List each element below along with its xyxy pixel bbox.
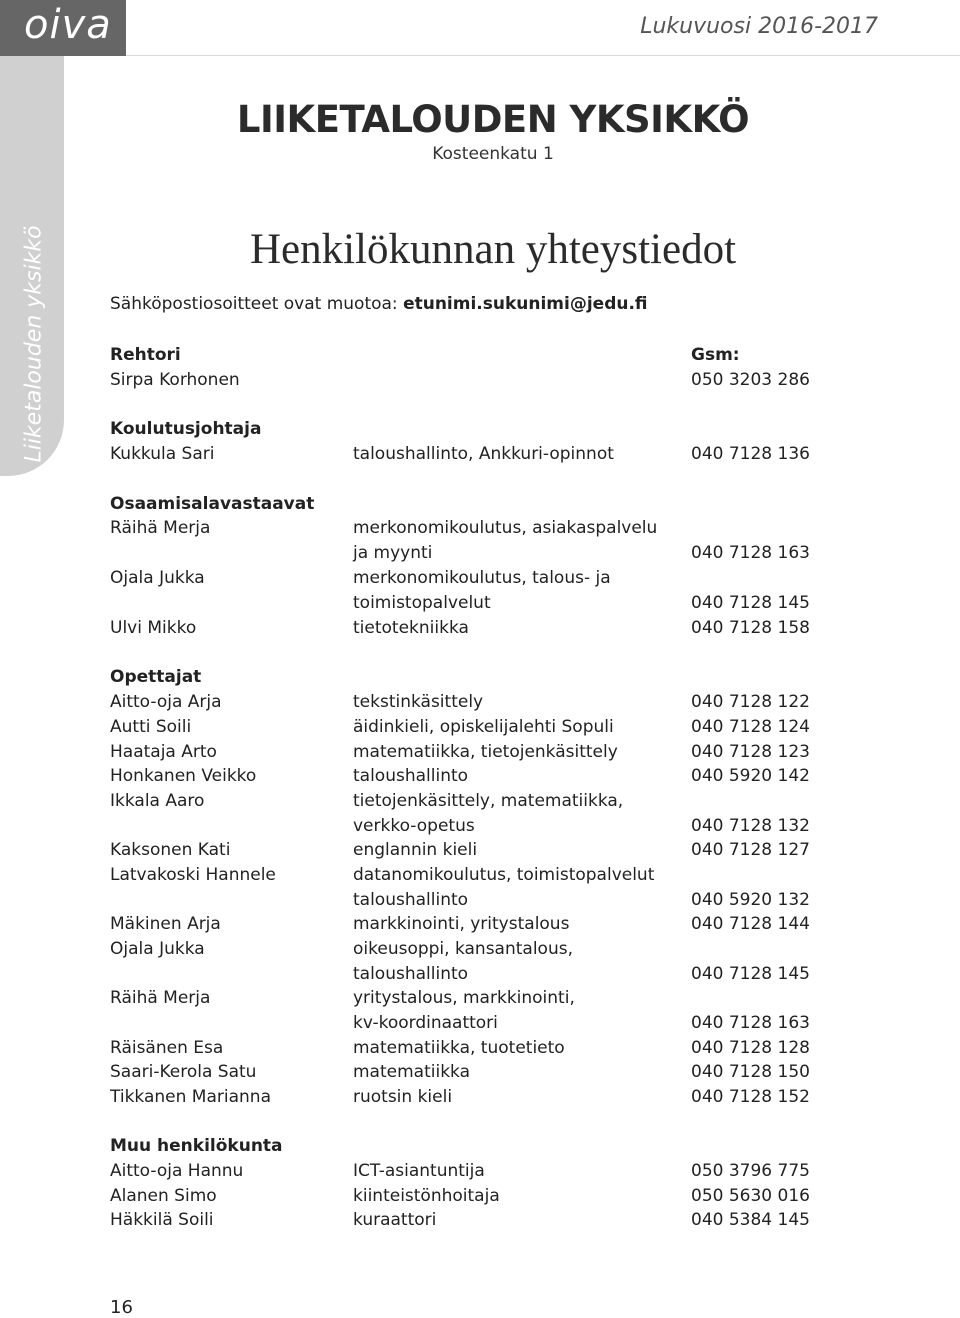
- person-name: Tikkanen Marianna: [110, 1087, 271, 1107]
- rehtori-heading: Rehtori: [110, 345, 181, 365]
- person-role: matematiikka, tuotetieto: [353, 1038, 565, 1058]
- person-role: kuraattori: [353, 1210, 437, 1230]
- person-name: Latvakoski Hannele: [110, 865, 276, 885]
- person-phone: 040 7128 158: [691, 618, 810, 638]
- person-phone: 050 3796 775: [691, 1161, 810, 1181]
- person-role-cont: toimistopalvelut: [353, 593, 491, 613]
- person-name: Autti Soili: [110, 717, 192, 737]
- person-role: matematiikka, tietojenkäsittely: [353, 742, 618, 762]
- person-phone: 040 7128 150: [691, 1062, 810, 1082]
- email-note-prefix: Sähköpostiosoitteet ovat muotoa:: [110, 294, 404, 314]
- address: Kosteenkatu 1: [432, 144, 554, 164]
- page-title: LIIKETALOUDEN YKSIKKÖ: [236, 98, 750, 141]
- person-name: Aitto-oja Hannu: [110, 1161, 244, 1181]
- person-role: tietojenkäsittely, matematiikka,: [353, 791, 624, 811]
- logo-box: [0, 0, 126, 56]
- person-phone: 040 7128 128: [691, 1038, 810, 1058]
- person-role: yritystalous, markkinointi,: [353, 988, 575, 1008]
- rehtori-phone: 050 3203 286: [691, 370, 810, 390]
- person-phone: 050 5630 016: [691, 1186, 810, 1206]
- gsm-heading: Gsm:: [691, 345, 740, 365]
- school-year-label: Lukuvuosi 2016-2017: [640, 14, 878, 39]
- person-role-cont: ja myynti: [353, 543, 433, 563]
- person-name: Alanen Simo: [110, 1186, 217, 1206]
- person-phone: 040 7128 163: [691, 1013, 810, 1033]
- person-role: markkinointi, yritystalous: [353, 914, 570, 934]
- person-role: tekstinkäsittely: [353, 692, 484, 712]
- opettajat-heading: Opettajat: [110, 667, 202, 687]
- header-bar: [0, 0, 960, 56]
- person-name: Aitto-oja Arja: [110, 692, 222, 712]
- person-name: Haataja Arto: [110, 742, 217, 762]
- muu-heading: Muu henkilökunta: [110, 1136, 283, 1156]
- person-phone: 040 5384 145: [691, 1210, 810, 1230]
- person-role-cont: kv-koordinaattori: [353, 1013, 498, 1033]
- person-name: Ikkala Aaro: [110, 791, 205, 811]
- person-phone: 040 7128 124: [691, 717, 810, 737]
- person-name: Mäkinen Arja: [110, 914, 221, 934]
- osaamisala-heading: Osaamisalavastaavat: [110, 494, 315, 514]
- side-tab-label: Liiketalouden yksikkö: [21, 225, 47, 463]
- logo: oiva: [24, 2, 112, 48]
- person-name: Kaksonen Kati: [110, 840, 231, 860]
- person-name: Ojala Jukka: [110, 939, 205, 959]
- person-phone: 040 7128 127: [691, 840, 810, 860]
- rehtori-name: Sirpa Korhonen: [110, 370, 240, 390]
- person-phone: 040 7128 144: [691, 914, 810, 934]
- section-title: Henkilökunnan yhteystiedot: [249, 226, 737, 273]
- person-phone: 040 5920 142: [691, 766, 810, 786]
- person-name: Ulvi Mikko: [110, 618, 197, 638]
- person-name: Räisänen Esa: [110, 1038, 224, 1058]
- person-role: tietotekniikka: [353, 618, 469, 638]
- person-role: ruotsin kieli: [353, 1087, 453, 1107]
- person-role: matematiikka: [353, 1062, 470, 1082]
- person-role: kiinteistönhoitaja: [353, 1186, 500, 1206]
- person-phone: 040 7128 132: [691, 816, 810, 836]
- person-role: taloushallinto: [353, 766, 469, 786]
- person-role-cont: verkko-opetus: [353, 816, 475, 836]
- person-phone: 040 7128 152: [691, 1087, 810, 1107]
- person-role: merkonomikoulutus, talous- ja: [353, 568, 611, 588]
- koulutusjohtaja-name: Kukkula Sari: [110, 444, 215, 464]
- person-role: oikeusoppi, kansantalous,: [353, 939, 573, 959]
- person-phone: 040 7128 145: [691, 593, 810, 613]
- person-phone: 040 7128 122: [691, 692, 810, 712]
- person-name: Räihä Merja: [110, 988, 211, 1008]
- person-phone: 040 7128 145: [691, 964, 810, 984]
- person-name: Ojala Jukka: [110, 568, 205, 588]
- person-phone: 040 5920 132: [691, 890, 810, 910]
- person-role-cont: taloushallinto: [353, 964, 469, 984]
- person-phone: 040 7128 123: [691, 742, 810, 762]
- email-note: [110, 294, 648, 314]
- person-phone: 040 7128 163: [691, 543, 810, 563]
- person-name: Häkkilä Soili: [110, 1210, 214, 1230]
- person-role: merkonomikoulutus, asiakaspalvelu: [353, 518, 658, 538]
- person-name: Saari-Kerola Satu: [110, 1062, 257, 1082]
- person-role: ICT-asiantuntija: [353, 1161, 485, 1181]
- page-number: 16: [110, 1297, 133, 1318]
- koulutusjohtaja-heading: Koulutusjohtaja: [110, 419, 262, 439]
- person-role: englannin kieli: [353, 840, 478, 860]
- koulutusjohtaja-phone: 040 7128 136: [691, 444, 810, 464]
- person-name: Honkanen Veikko: [110, 766, 257, 786]
- person-role-cont: taloushallinto: [353, 890, 469, 910]
- person-role: datanomikoulutus, toimistopalvelut: [353, 865, 655, 885]
- person-role: äidinkieli, opiskelijalehti Sopuli: [353, 717, 614, 737]
- email-format: etunimi.sukunimi@jedu.fi: [403, 294, 648, 314]
- koulutusjohtaja-role: taloushallinto, Ankkuri-opinnot: [353, 444, 614, 464]
- person-name: Räihä Merja: [110, 518, 211, 538]
